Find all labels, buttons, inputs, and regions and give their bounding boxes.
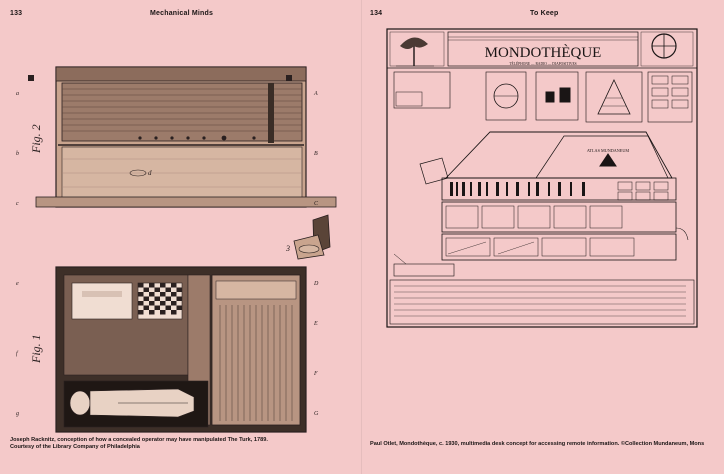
fig-3-label: 3 bbox=[286, 244, 290, 253]
plate-letter-A: A bbox=[314, 91, 318, 97]
atlas-mundaneum-label: ATLAS MUNDANEUM bbox=[586, 148, 630, 153]
globe-icon bbox=[652, 34, 676, 58]
right-caption: Paul Otlet, Mondothèque, c. 1930, multimedia desk concept for accessing remote information. ©Collection Mundaneum, Mons bbox=[370, 441, 705, 447]
plate-letter-e: e bbox=[16, 281, 19, 287]
fig-3-detail-drawing bbox=[285, 215, 330, 259]
plate-letter-B: B bbox=[314, 151, 318, 157]
plate-letter-g: g bbox=[16, 411, 19, 417]
right-page bbox=[362, 0, 724, 474]
left-caption-line-2: Courtesy of the Library Company of Philadelphia bbox=[10, 444, 140, 450]
right-running-head: To Keep bbox=[530, 10, 559, 17]
fig-1-label: Fig. 1 bbox=[29, 334, 43, 363]
racknitz-turk-engraving bbox=[16, 55, 348, 435]
plate-letter-d: d bbox=[148, 169, 152, 177]
plate-letter-G: G bbox=[314, 411, 319, 417]
upper-cabinet-drawing bbox=[394, 72, 692, 122]
plate-letter-F: F bbox=[314, 371, 318, 377]
left-caption-line-1: Joseph Racknitz, conception of how a concealed operator may have manipulated The Turk, 1789. bbox=[10, 437, 268, 443]
concealed-operator-drawing bbox=[64, 381, 208, 427]
left-caption bbox=[10, 437, 355, 451]
chessboard-drawing bbox=[138, 283, 182, 319]
fig-1-interior-drawing bbox=[16, 267, 319, 432]
mondotheque-drawing bbox=[386, 28, 698, 328]
fig-2-chest-drawing bbox=[16, 67, 336, 207]
desk-drawing bbox=[420, 132, 688, 260]
legend-box-drawing bbox=[390, 254, 694, 324]
plate-letter-E: E bbox=[314, 321, 318, 327]
tree-icon bbox=[396, 37, 434, 66]
left-page-number: 133 bbox=[10, 10, 23, 17]
plate-letter-D: D bbox=[314, 281, 319, 287]
fig-2-label: Fig. 2 bbox=[29, 124, 43, 153]
plate-letter-f: f bbox=[16, 351, 18, 357]
plate-letter-b: b bbox=[16, 151, 19, 157]
plate-letter-C: C bbox=[314, 201, 319, 207]
left-running-head: Mechanical Minds bbox=[150, 10, 214, 17]
right-page-number: 134 bbox=[370, 10, 383, 17]
mondotheque-subtitle: TÉLÉPHONE — RADIO — DIAPOSITIVES bbox=[509, 62, 577, 66]
plate-letter-c: c bbox=[16, 201, 19, 207]
plate-letter-a: a bbox=[16, 91, 19, 97]
mondotheque-title: MONDOTHÈQUE bbox=[484, 45, 602, 61]
